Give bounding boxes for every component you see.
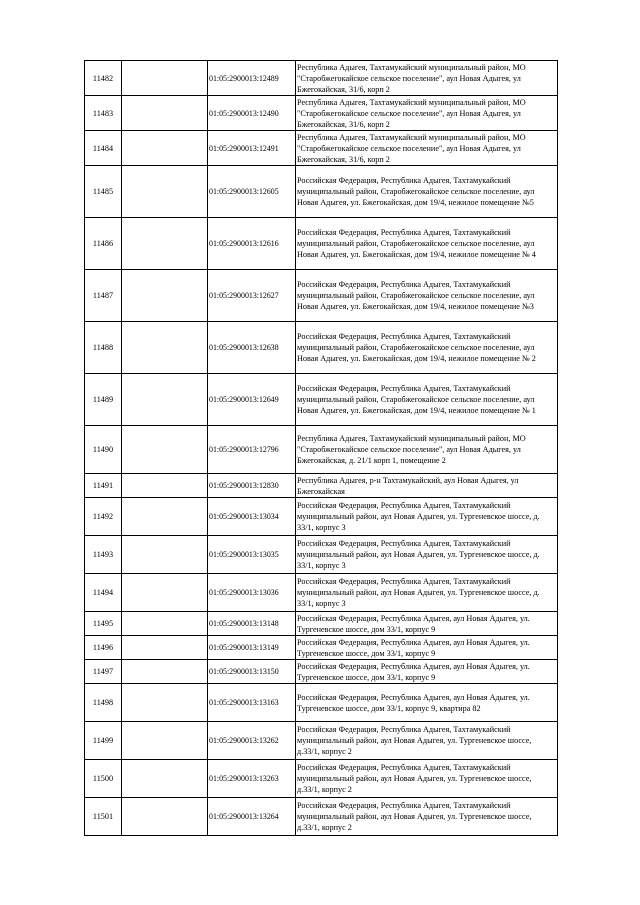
row-number-cell: 11486 xyxy=(85,218,122,270)
cadastral-number-cell: 01:05:2900013:13148 xyxy=(208,612,296,636)
cadastral-number-cell: 01:05:2900013:13264 xyxy=(208,798,296,836)
address-cell: Российская Федерация, Республика Адыгея, Тахтамукайский муниципальный район, Старобжегокайское сельское поселение, аул Новая Адыгея, ул. Бжегокайская, дом 19/4, нежилое помещение № 2 xyxy=(296,322,558,374)
cadastral-number-cell: 01:05:2900013:12491 xyxy=(208,131,296,166)
table-row xyxy=(85,722,558,760)
empty-cell xyxy=(122,426,208,474)
row-number-cell: 11500 xyxy=(85,760,122,798)
row-number-cell: 11498 xyxy=(85,684,122,722)
table-row xyxy=(85,61,558,96)
table-row xyxy=(85,660,558,684)
table-row xyxy=(85,96,558,131)
table-row xyxy=(85,474,558,498)
row-number-cell: 11482 xyxy=(85,61,122,96)
table-row xyxy=(85,426,558,474)
cadastral-number-cell: 01:05:2900013:12638 xyxy=(208,322,296,374)
registry-table xyxy=(84,60,558,836)
cadastral-number-cell: 01:05:2900013:13150 xyxy=(208,660,296,684)
table-row xyxy=(85,612,558,636)
empty-cell xyxy=(122,722,208,760)
address-cell: Российская Федерация, Республика Адыгея, аул Новая Адыгея, ул. Тургеневское шоссе, дом 33/1, корпус 9, квартира 82 xyxy=(296,684,558,722)
registry-table-body xyxy=(85,61,558,836)
empty-cell xyxy=(122,498,208,536)
empty-cell xyxy=(122,218,208,270)
table-row xyxy=(85,760,558,798)
table-row xyxy=(85,684,558,722)
address-cell: Российская Федерация, Республика Адыгея, Тахтамукайский муниципальный район, аул Новая Адыгея, ул. Тургеневское шоссе, д. 33/1, корпус 3 xyxy=(296,498,558,536)
address-cell: Российская Федерация, Республика Адыгея, Тахтамукайский муниципальный район, аул Новая Адыгея, ул. Тургеневское шоссе, д. 33/1, корпус 3 xyxy=(296,536,558,574)
row-number-cell: 11494 xyxy=(85,574,122,612)
row-number-cell: 11488 xyxy=(85,322,122,374)
table-row xyxy=(85,166,558,218)
empty-cell xyxy=(122,166,208,218)
row-number-cell: 11483 xyxy=(85,96,122,131)
cadastral-number-cell: 01:05:2900013:13149 xyxy=(208,636,296,660)
empty-cell xyxy=(122,536,208,574)
table-row xyxy=(85,218,558,270)
address-cell: Республика Адыгея, Тахтамукайский муниципальный район, МО "Старобжегокайское сельское поселение", аул Новая Адыгея, ул Бжегокайская, 31/6, корп 2 xyxy=(296,61,558,96)
cadastral-number-cell: 01:05:2900013:12490 xyxy=(208,96,296,131)
empty-cell xyxy=(122,798,208,836)
address-cell: Российская Федерация, Республика Адыгея, аул Новая Адыгея, ул. Тургеневское шоссе, дом 33/1, корпус 9 xyxy=(296,636,558,660)
empty-cell xyxy=(122,474,208,498)
empty-cell xyxy=(122,760,208,798)
table-row xyxy=(85,536,558,574)
table-row xyxy=(85,798,558,836)
empty-cell xyxy=(122,61,208,96)
row-number-cell: 11491 xyxy=(85,474,122,498)
table-row xyxy=(85,131,558,166)
cadastral-number-cell: 01:05:2900013:12489 xyxy=(208,61,296,96)
table-row xyxy=(85,636,558,660)
cadastral-number-cell: 01:05:2900013:12627 xyxy=(208,270,296,322)
table-row xyxy=(85,574,558,612)
row-number-cell: 11487 xyxy=(85,270,122,322)
address-cell: Республика Адыгея, Тахтамукайский муниципальный район, МО "Старобжегокайское сельское поселение", аул Новая Адыгея, ул Бжегокайская, 31/6, корп 2 xyxy=(296,96,558,131)
address-cell: Российская Федерация, Республика Адыгея, Тахтамукайский муниципальный район, Старобжегокайское сельское поселение, аул Новая Адыгея, ул. Бжегокайская, дом 19/4, нежилое помещение № 4 xyxy=(296,218,558,270)
address-cell: Российская Федерация, Республика Адыгея, Тахтамукайский муниципальный район, аул Новая Адыгея, ул. Тургеневское шоссе, д.33/1, корпус 2 xyxy=(296,798,558,836)
table-row xyxy=(85,322,558,374)
cadastral-number-cell: 01:05:2900013:12616 xyxy=(208,218,296,270)
empty-cell xyxy=(122,636,208,660)
row-number-cell: 11496 xyxy=(85,636,122,660)
empty-cell xyxy=(122,612,208,636)
cadastral-number-cell: 01:05:2900013:12796 xyxy=(208,426,296,474)
empty-cell xyxy=(122,684,208,722)
empty-cell xyxy=(122,374,208,426)
address-cell: Российская Федерация, Республика Адыгея, Тахтамукайский муниципальный район, Старобжегокайское сельское поселение, аул Новая Адыгея, ул. Бжегокайская, дом 19/4, нежилое помещение № 1 xyxy=(296,374,558,426)
cadastral-number-cell: 01:05:2900013:13034 xyxy=(208,498,296,536)
row-number-cell: 11497 xyxy=(85,660,122,684)
row-number-cell: 11484 xyxy=(85,131,122,166)
cadastral-number-cell: 01:05:2900013:13035 xyxy=(208,536,296,574)
address-cell: Республика Адыгея, р-н Тахтамукайский, аул Новая Адыгея, ул Бжегокайская xyxy=(296,474,558,498)
empty-cell xyxy=(122,574,208,612)
empty-cell xyxy=(122,131,208,166)
address-cell: Российская Федерация, Республика Адыгея, аул Новая Адыгея, ул. Тургеневское шоссе, дом 33/1, корпус 9 xyxy=(296,660,558,684)
row-number-cell: 11501 xyxy=(85,798,122,836)
table-row xyxy=(85,498,558,536)
row-number-cell: 11499 xyxy=(85,722,122,760)
address-cell: Российская Федерация, Республика Адыгея, Тахтамукайский муниципальный район, Старобжегокайское сельское поселение, аул Новая Адыгея, ул. Бжегокайская, дом 19/4, нежилое помещение №3 xyxy=(296,270,558,322)
empty-cell xyxy=(122,270,208,322)
row-number-cell: 11490 xyxy=(85,426,122,474)
row-number-cell: 11495 xyxy=(85,612,122,636)
cadastral-number-cell: 01:05:2900013:12605 xyxy=(208,166,296,218)
address-cell: Российская Федерация, Республика Адыгея, Тахтамукайский муниципальный район, аул Новая Адыгея, ул. Тургеневское шоссе, д. 33/1, корпус 3 xyxy=(296,574,558,612)
address-cell: Республика Адыгея, Тахтамукайский муниципальный район, МО "Старобжегокайское сельское поселение", аул Новая Адыгея, ул Бжегокайская, 31/6, корп 2 xyxy=(296,131,558,166)
cadastral-number-cell: 01:05:2900013:13262 xyxy=(208,722,296,760)
row-number-cell: 11493 xyxy=(85,536,122,574)
cadastral-number-cell: 01:05:2900013:13036 xyxy=(208,574,296,612)
row-number-cell: 11489 xyxy=(85,374,122,426)
row-number-cell: 11485 xyxy=(85,166,122,218)
table-row xyxy=(85,270,558,322)
cadastral-number-cell: 01:05:2900013:12830 xyxy=(208,474,296,498)
address-cell: Российская Федерация, Республика Адыгея, Тахтамукайский муниципальный район, аул Новая Адыгея, ул. Тургеневское шоссе, д.33/1, корпус 2 xyxy=(296,760,558,798)
cadastral-number-cell: 01:05:2900013:12649 xyxy=(208,374,296,426)
row-number-cell: 11492 xyxy=(85,498,122,536)
cadastral-number-cell: 01:05:2900013:13163 xyxy=(208,684,296,722)
empty-cell xyxy=(122,96,208,131)
cadastral-number-cell: 01:05:2900013:13263 xyxy=(208,760,296,798)
address-cell: Республика Адыгея, Тахтамукайский муниципальный район, МО "Старобжегокайское сельское поселение", аул Новая Адыгея, ул Бжегокайская, д. 21/1 корп 1, помещение 2 xyxy=(296,426,558,474)
empty-cell xyxy=(122,660,208,684)
address-cell: Российская Федерация, Республика Адыгея, аул Новая Адыгея, ул. Тургеневское шоссе, дом 33/1, корпус 9 xyxy=(296,612,558,636)
address-cell: Российская Федерация, Республика Адыгея, Тахтамукайский муниципальный район, Старобжегокайское сельское поселение, аул Новая Адыгея, ул. Бжегокайская, дом 19/4, нежилое помещение №5 xyxy=(296,166,558,218)
address-cell: Российская Федерация, Республика Адыгея, Тахтамукайский муниципальный район, аул Новая Адыгея, ул. Тургеневское шоссе, д.33/1, корпус 2 xyxy=(296,722,558,760)
empty-cell xyxy=(122,322,208,374)
table-row xyxy=(85,374,558,426)
